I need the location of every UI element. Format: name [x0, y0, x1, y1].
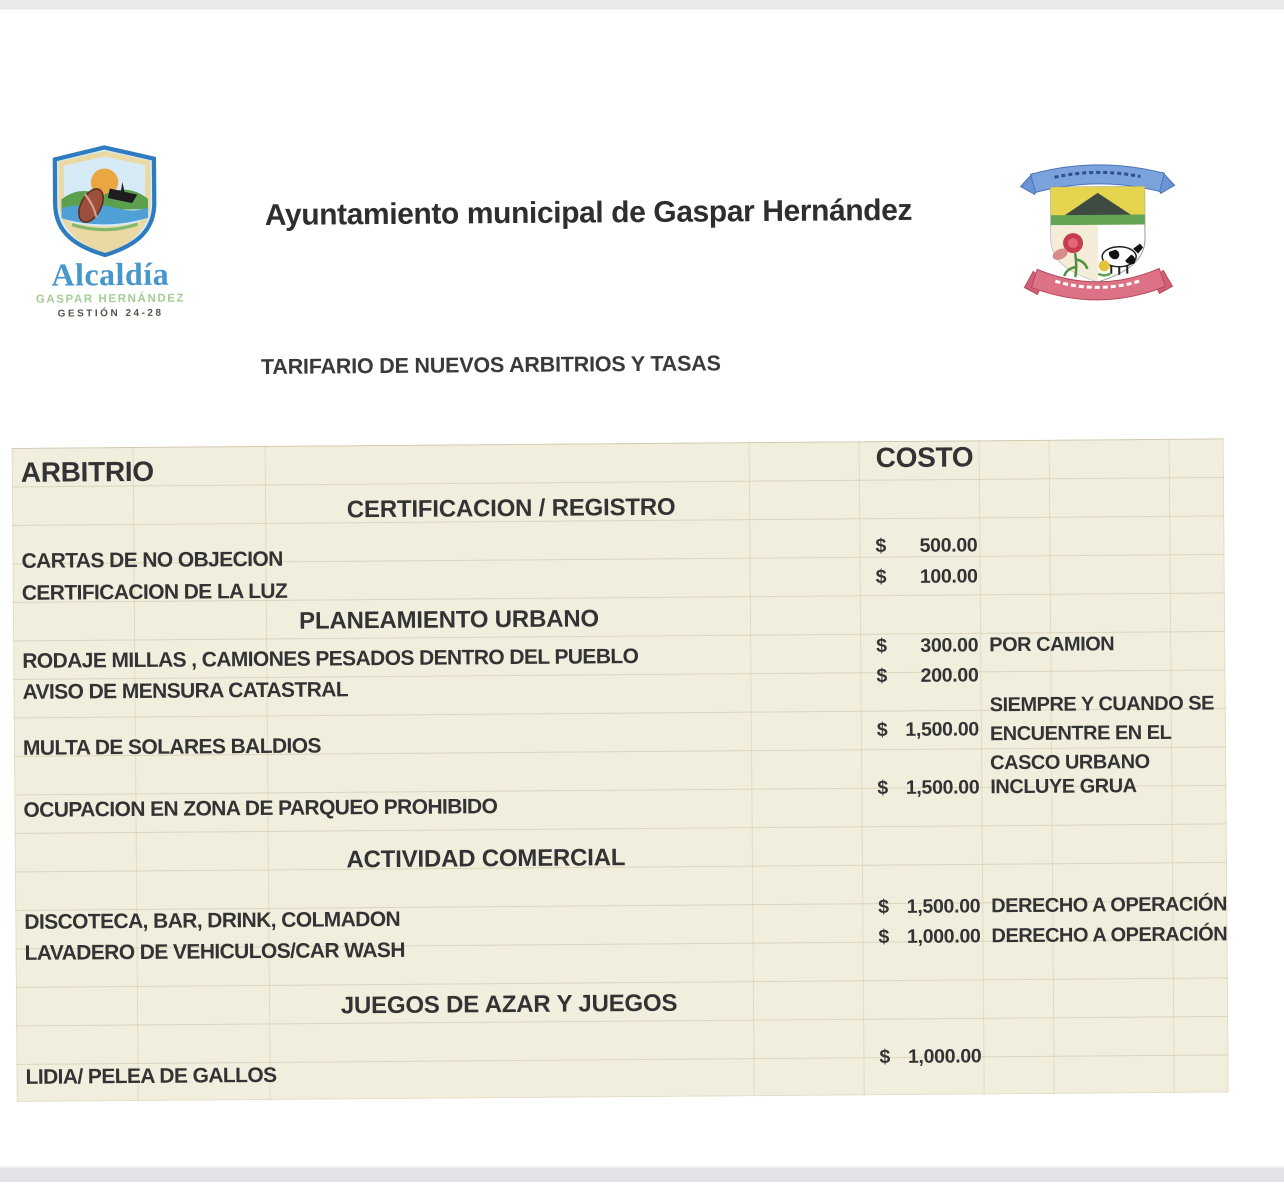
- section-header: PLANEAMIENTO URBANO: [299, 605, 599, 635]
- row-label: LAVADERO DE VEHICULOS/CAR WASH: [24, 938, 405, 965]
- document-subtitle: TARIFARIO DE NUEVOS ARBITRIOS Y TASAS: [260, 351, 721, 379]
- section-header: JUEGOS DE AZAR Y JUEGOS: [340, 989, 678, 1020]
- row-note: SIEMPRE Y CUANDO SE ENCUENTRE EN EL CASCO URBANO: [989, 692, 1215, 775]
- row-note: POR CAMION: [989, 633, 1115, 657]
- row-note: INCLUYE GRUA: [990, 775, 1137, 799]
- row-amount: 1,500.00: [905, 776, 980, 799]
- row-currency: $: [878, 896, 890, 919]
- section-header: ACTIVIDAD COMERCIAL: [346, 844, 626, 874]
- section-header: CERTIFICACION / REGISTRO: [346, 493, 676, 524]
- grid-line: [859, 441, 865, 1095]
- row-label: CARTAS DE NO OBJECION: [21, 547, 283, 573]
- row-label: CERTIFICACION DE LA LUZ: [21, 579, 288, 605]
- grid-line: [749, 442, 755, 1096]
- coat-of-arms-icon: [1012, 152, 1183, 309]
- row-note: DERECHO A OPERACIÓN: [991, 893, 1228, 918]
- row-currency: $: [875, 535, 887, 558]
- row-currency: $: [879, 1046, 891, 1069]
- grid-line: [133, 447, 139, 1101]
- row-label: RODAJE MILLAS , CAMIONES PESADOS DENTRO DEL PUEBLO: [22, 645, 639, 673]
- row-amount: 200.00: [920, 664, 979, 687]
- row-currency: $: [876, 719, 888, 742]
- document-title: Ayuntamiento municipal de Gaspar Hernández: [264, 193, 913, 232]
- row-label: AVISO DE MENSURA CATASTRAL: [22, 678, 349, 704]
- grid-line: [979, 440, 985, 1094]
- row-note: DERECHO A OPERACIÓN: [991, 923, 1228, 948]
- row-currency: $: [875, 566, 887, 589]
- row-amount: 1,500.00: [906, 895, 981, 918]
- row-label: DISCOTECA, BAR, DRINK, COLMADON: [24, 907, 401, 934]
- row-label: MULTA DE SOLARES BALDIOS: [22, 734, 321, 760]
- column-header-arbitrio: ARBITRIO: [20, 455, 154, 488]
- alcaldia-wordmark: Alcaldía: [51, 255, 170, 293]
- row-currency: $: [878, 926, 890, 949]
- row-amount: 500.00: [919, 534, 978, 557]
- row-currency: $: [876, 665, 888, 688]
- alcaldia-municipality: GASPAR HERNÁNDEZ: [35, 292, 186, 306]
- row-label: LIDIA/ PELEA DE GALLOS: [25, 1063, 277, 1089]
- row-amount: 300.00: [920, 634, 979, 657]
- municipal-seal-icon: [46, 144, 163, 259]
- row-amount: 1,000.00: [907, 1045, 982, 1068]
- column-header-costo: COSTO: [875, 441, 974, 474]
- grid-line: [265, 446, 271, 1100]
- row-label: OCUPACION EN ZONA DE PARQUEO PROHIBIDO: [23, 795, 498, 822]
- row-amount: 100.00: [919, 565, 978, 588]
- row-amount: 1,500.00: [905, 718, 979, 741]
- alcaldia-term: GESTIÓN 24-28: [57, 307, 164, 320]
- row-currency: $: [877, 777, 889, 800]
- row-currency: $: [876, 635, 888, 658]
- row-amount: 1,000.00: [906, 925, 981, 948]
